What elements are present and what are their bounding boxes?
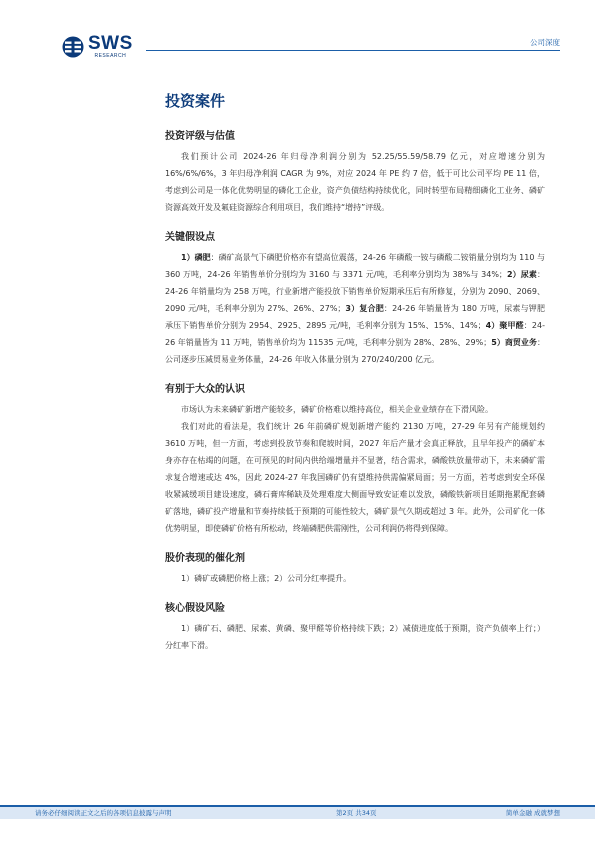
section-title: 有别于大众的认识: [165, 384, 245, 395]
section-catalyst: [165, 549, 545, 587]
page-header: [0, 0, 595, 60]
page-title: 投资案件: [165, 92, 226, 110]
section-title: 关键假设点: [165, 232, 215, 243]
section-assumptions: [165, 228, 545, 368]
paragraph: 我们对此的看法是，我们统计 26 年前磷矿规划新增产能约 2130 万吨，27-29 年另有产能规划约 3610 万吨，但一方面，考虑到投放节奏和爬坡时间，2027 年后产量才会真正释放，且早年投产的磷矿本身亦存在枯竭的问题，在可预见的时间内供给端增量并不显著，结合需求，磷酸铁放量带动下，未来磷矿需求复合增速或达 4%，因此 2024-27 年我国磷矿仍有望维持供需偏紧局面；另一方面，若考虑到安全环保收紧减缓项目建设速度，磷石膏库稀缺及处理难度大侧面导致安证难以发放，磷酸铁新项目延期拖累配套磷矿落地，磷矿投产增量和节奏持续低于预期的可能性较大，磷矿景气久期或超过 3 年。此外，公司矿化一体优势明显，即使磷矿价格有所松动，终端磷肥供需刚性，公司利润仍将得到保障。: [165, 422, 545, 533]
header-divider: [146, 50, 560, 51]
section-rating: [165, 127, 545, 216]
assumption-label: 2）尿素: [506, 270, 537, 279]
report-type-label: 公司深度: [530, 38, 560, 47]
section-title: 投资评级与估值: [165, 131, 235, 142]
sws-logo: [62, 34, 133, 59]
section-title: 股价表现的催化剂: [165, 553, 245, 564]
logo-text: SWS: [88, 33, 133, 54]
section-title: 核心假设风险: [165, 603, 225, 614]
footer-slogan: 简单金融 成就梦想: [505, 809, 560, 817]
section-risk: [165, 599, 545, 654]
paragraph: 市场认为未来磷矿新增产能较多，磷矿价格难以维持高位，相关企业业绩存在下滑风险。: [181, 405, 493, 414]
assumption-label: 3）复合肥: [345, 304, 384, 313]
paragraph: 1）磷矿石、磷肥、尿素、黄磷、聚甲醛等价格持续下跌；2）减债进度低于预期，资产负债率上行；）分红率下滑。: [165, 624, 545, 650]
assumption-text: ：24-26 年销量均为 258 万吨，行业新增产能投放下销售单价短期承压后有所修复，分别为 2090、2069、2090 元/吨，毛利率分别为 27%、26%、27%；: [165, 270, 545, 313]
logo-subtext: RESEARCH: [94, 53, 127, 59]
paragraph: 1）磷矿或磷肥价格上涨；2）公司分红率提升。: [181, 574, 352, 583]
assumption-text: ：磷矿高景气下磷肥价格亦有望高位震荡，24-26 年磷酸一铵与磷酸二铵销量分别均为 110 与 360 万吨，24-26 年销售单价分别均为 3160 与 3371 元/吨，毛利率分别均为 38%与 34%；: [165, 253, 545, 279]
assumption-text: ：24-26 年销量皆为 180 万吨，尿素与钾肥承压下销售单价分别为 2954、2925、2895 元/吨，毛利率分别为 15%、15%、14%；: [165, 304, 545, 330]
assumption-text: ：24-26 年销量皆为 11 万吨，销售单价均为 11535 元/吨，毛利率分别为 28%、28%、29%；: [165, 321, 545, 347]
footer-disclaimer: 请务必仔细阅读正文之后的各项信息披露与声明: [35, 809, 172, 817]
section-different-view: [165, 380, 545, 537]
paragraph: [165, 249, 545, 368]
assumption-label: 4）聚甲醛: [485, 321, 524, 330]
assumption-label: 5）商贸业务: [491, 338, 537, 347]
assumption-label: 1）磷肥: [181, 253, 211, 262]
footer-page-number: 第2页 共34页: [336, 809, 377, 817]
main-content: [165, 90, 545, 654]
assumption-text: ：公司逐步压减贸易业务体量，24-26 年收入体量分别为 270/240/200 亿元。: [165, 338, 545, 364]
logo-mark-icon: [62, 36, 84, 58]
paragraph: 我们预计公司 2024-26 年归母净利润分别为 52.25/55.59/58.79 亿元，对应增速分别为 16%/6%/6%，3 年归母净利润 CAGR 为 9%，对应 2024 年 PE 约 7 倍，低于可比公司平均 PE 11 倍，考虑到公司是一体化优势明显的磷化工企业，资产负债结构持续优化，同时转型布局精细磷化工业务、磷矿资源高效开发及氟硅资源综合利用项目，我们维持“增持”评级。: [165, 152, 545, 212]
